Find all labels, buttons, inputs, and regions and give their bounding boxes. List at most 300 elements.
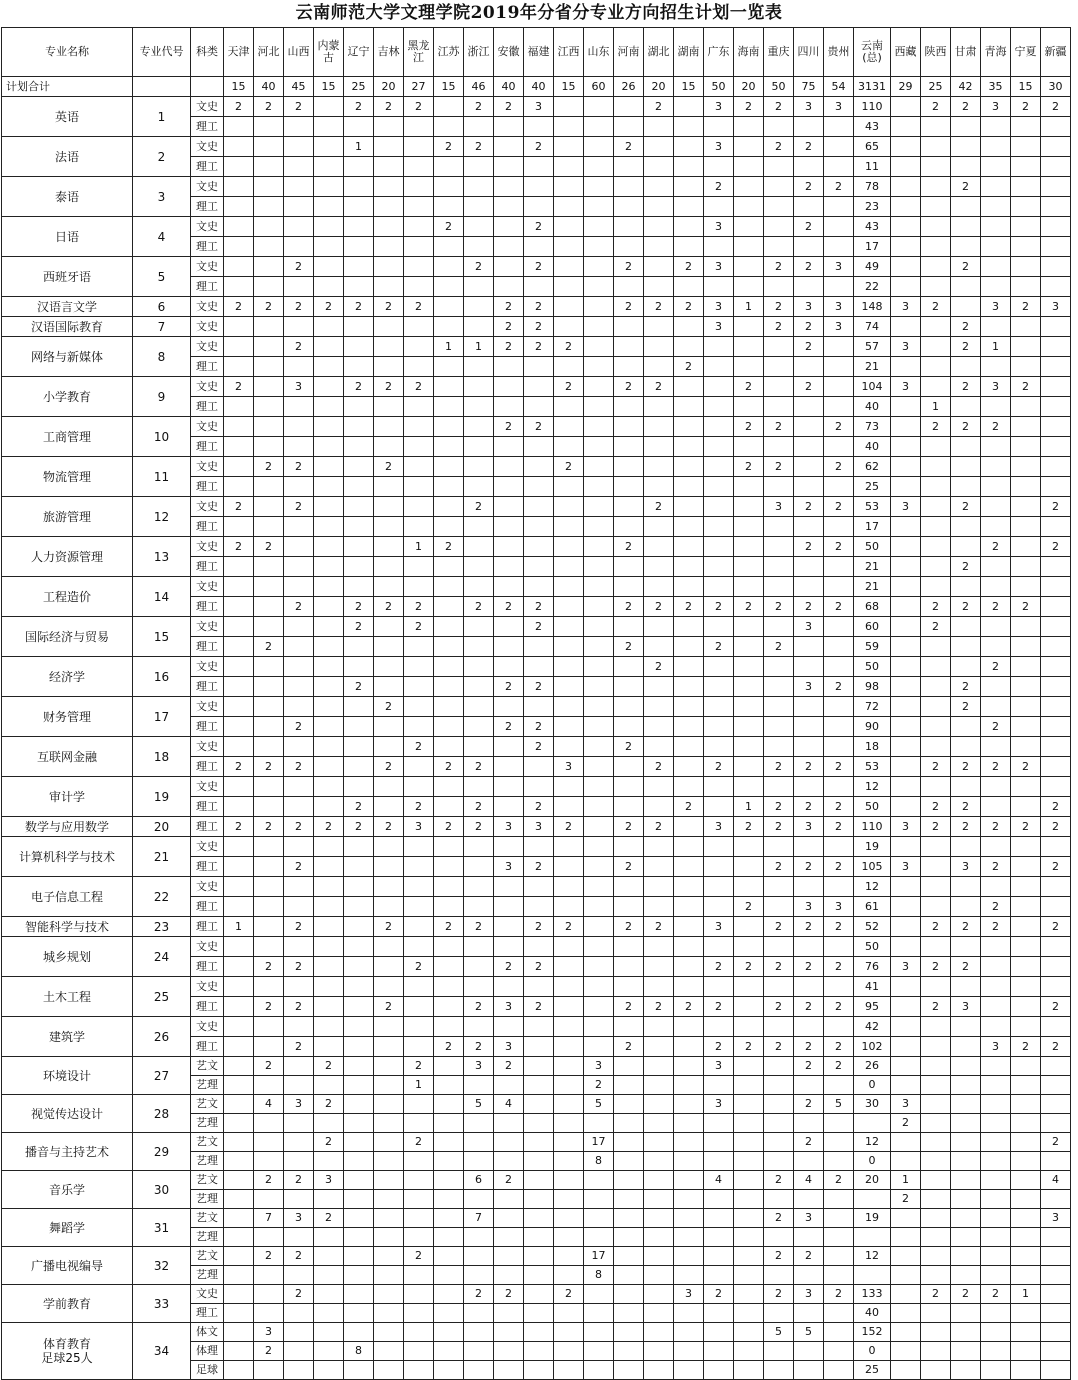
quota-cell: 2 [981, 897, 1011, 917]
quota-cell [614, 1266, 644, 1285]
quota-cell [494, 577, 524, 597]
quota-cell [764, 157, 794, 177]
quota-cell [1011, 177, 1041, 197]
quota-cell [464, 277, 494, 297]
quota-cell [464, 937, 494, 957]
quota-cell [1011, 157, 1041, 177]
quota-cell: 2 [284, 717, 314, 737]
major-code: 9 [133, 377, 191, 417]
quota-cell [614, 477, 644, 497]
quota-cell: 2 [1011, 377, 1041, 397]
quota-cell [374, 617, 404, 637]
quota-cell: 2 [824, 177, 854, 197]
quota-cell [891, 557, 921, 577]
quota-cell [734, 237, 764, 257]
quota-cell [1041, 1076, 1071, 1095]
quota-cell [734, 857, 764, 877]
quota-cell: 2 [824, 817, 854, 837]
quota-cell: 2 [314, 1133, 344, 1152]
quota-cell: 2 [794, 857, 824, 877]
quota-cell [921, 217, 951, 237]
quota-cell [644, 357, 674, 377]
quota-cell [1041, 617, 1071, 637]
quota-cell [314, 317, 344, 337]
quota-cell [404, 1266, 434, 1285]
quota-cell [891, 997, 921, 1017]
quota-cell [404, 437, 434, 457]
quota-cell [314, 937, 344, 957]
quota-cell [891, 1285, 921, 1304]
quota-cell: 2 [524, 317, 554, 337]
category-cell: 理工 [191, 677, 224, 697]
quota-cell [891, 1017, 921, 1037]
quota-cell [644, 937, 674, 957]
quota-cell [434, 357, 464, 377]
quota-cell [494, 1209, 524, 1228]
quota-cell [524, 1171, 554, 1190]
table-row [2, 617, 1078, 637]
quota-cell [704, 897, 734, 917]
quota-cell: 18 [854, 737, 891, 757]
quota-cell [404, 877, 434, 897]
category-cell: 文史 [191, 297, 224, 317]
category-cell: 艺理 [191, 1228, 224, 1247]
quota-cell [981, 697, 1011, 717]
total-value: 75 [794, 77, 824, 97]
quota-cell [404, 937, 434, 957]
quota-cell [824, 1228, 854, 1247]
major-name: 汉语国际教育 [2, 317, 133, 337]
quota-cell [224, 317, 254, 337]
quota-cell: 3 [891, 497, 921, 517]
quota-cell [314, 237, 344, 257]
quota-cell [614, 1342, 644, 1361]
quota-cell: 1 [1011, 1285, 1041, 1304]
quota-cell [981, 1228, 1011, 1247]
total-value: 30 [1041, 77, 1071, 97]
category-cell: 文史 [191, 737, 224, 757]
quota-cell [1011, 637, 1041, 657]
quota-cell: 2 [794, 1095, 824, 1114]
quota-cell [951, 1114, 981, 1133]
quota-cell: 2 [614, 737, 644, 757]
quota-cell [674, 457, 704, 477]
quota-cell [704, 677, 734, 697]
quota-cell [314, 1228, 344, 1247]
quota-cell [674, 137, 704, 157]
quota-cell [614, 1152, 644, 1171]
quota-cell [344, 937, 374, 957]
quota-cell [524, 757, 554, 777]
quota-cell [824, 397, 854, 417]
quota-cell [404, 1017, 434, 1037]
quota-cell: 4 [1041, 1171, 1071, 1190]
quota-cell [981, 517, 1011, 537]
quota-cell [921, 637, 951, 657]
quota-cell [794, 1076, 824, 1095]
quota-cell [614, 877, 644, 897]
quota-cell [674, 657, 704, 677]
quota-cell [644, 637, 674, 657]
quota-cell [951, 1095, 981, 1114]
quota-cell: 8 [584, 1266, 614, 1285]
category-cell: 理工 [191, 517, 224, 537]
quota-cell [794, 197, 824, 217]
quota-cell: 2 [284, 997, 314, 1017]
quota-cell [224, 1342, 254, 1361]
quota-cell [704, 517, 734, 537]
quota-cell: 2 [284, 257, 314, 277]
quota-cell [891, 1133, 921, 1152]
quota-cell [494, 1342, 524, 1361]
quota-cell [674, 917, 704, 937]
quota-cell: 2 [794, 497, 824, 517]
quota-cell [224, 1114, 254, 1133]
quota-cell [254, 157, 284, 177]
quota-cell [704, 497, 734, 517]
quota-cell: 2 [554, 1285, 584, 1304]
quota-cell [314, 837, 344, 857]
quota-cell [284, 1190, 314, 1209]
quota-cell [374, 557, 404, 577]
quota-cell: 25 [854, 1361, 891, 1380]
quota-cell: 21 [854, 357, 891, 377]
quota-cell [644, 897, 674, 917]
quota-cell [891, 617, 921, 637]
quota-cell [404, 457, 434, 477]
quota-cell [374, 877, 404, 897]
quota-cell [344, 577, 374, 597]
quota-cell: 2 [284, 757, 314, 777]
quota-cell: 2 [224, 817, 254, 837]
quota-cell: 19 [854, 1209, 891, 1228]
quota-cell [734, 657, 764, 677]
quota-cell: 49 [854, 257, 891, 277]
quota-cell [344, 897, 374, 917]
quota-cell [674, 1017, 704, 1037]
table-row [2, 297, 1078, 317]
quota-cell [284, 217, 314, 237]
quota-cell: 2 [464, 797, 494, 817]
quota-cell [764, 1095, 794, 1114]
quota-cell [314, 637, 344, 657]
quota-cell [494, 877, 524, 897]
quota-cell: 17 [584, 1133, 614, 1152]
quota-cell [794, 417, 824, 437]
quota-cell [891, 1247, 921, 1266]
quota-cell [734, 977, 764, 997]
quota-cell [644, 677, 674, 697]
quota-cell [614, 1076, 644, 1095]
quota-cell [824, 1152, 854, 1171]
quota-cell [644, 437, 674, 457]
category-cell: 理工 [191, 437, 224, 457]
quota-cell [734, 537, 764, 557]
quota-cell [434, 637, 464, 657]
quota-cell [314, 1152, 344, 1171]
major-name: 法语 [2, 137, 133, 177]
quota-cell [434, 1285, 464, 1304]
quota-cell [764, 937, 794, 957]
quota-cell [614, 1190, 644, 1209]
quota-cell: 2 [734, 957, 764, 977]
quota-cell [764, 1304, 794, 1323]
quota-cell [434, 857, 464, 877]
quota-cell: 2 [464, 97, 494, 117]
quota-cell [764, 577, 794, 597]
quota-cell [734, 137, 764, 157]
quota-cell: 2 [614, 637, 644, 657]
category-cell: 艺文 [191, 1171, 224, 1190]
quota-cell [764, 1190, 794, 1209]
quota-cell [891, 1342, 921, 1361]
quota-cell [224, 237, 254, 257]
quota-cell [404, 637, 434, 657]
quota-cell [374, 177, 404, 197]
quota-cell: 2 [614, 597, 644, 617]
quota-cell [891, 657, 921, 677]
quota-cell [374, 417, 404, 437]
quota-cell [584, 557, 614, 577]
quota-cell: 2 [254, 1057, 284, 1076]
table-row [2, 177, 1078, 197]
quota-cell [674, 677, 704, 697]
quota-cell [951, 1190, 981, 1209]
quota-cell: 2 [1041, 1037, 1071, 1057]
quota-cell [704, 977, 734, 997]
quota-cell: 2 [494, 317, 524, 337]
quota-cell [764, 177, 794, 197]
quota-cell [464, 1114, 494, 1133]
major-code: 19 [133, 777, 191, 817]
major-code: 34 [133, 1323, 191, 1380]
quota-cell [891, 177, 921, 197]
quota-cell: 2 [1041, 997, 1071, 1017]
quota-cell [891, 757, 921, 777]
quota-cell: 53 [854, 757, 891, 777]
quota-cell [824, 1209, 854, 1228]
quota-cell [674, 1304, 704, 1323]
quota-cell [554, 1247, 584, 1266]
quota-cell [891, 937, 921, 957]
quota-cell: 2 [921, 817, 951, 837]
quota-cell [584, 377, 614, 397]
quota-cell [524, 877, 554, 897]
major-code: 32 [133, 1247, 191, 1285]
major-name: 广播电视编导 [2, 1247, 133, 1285]
quota-cell [254, 657, 284, 677]
quota-cell [891, 597, 921, 617]
province-header: 湖南 [674, 28, 704, 77]
quota-cell [704, 537, 734, 557]
quota-cell [704, 197, 734, 217]
province-header: 云南(总) [854, 28, 891, 77]
quota-cell [921, 257, 951, 277]
quota-cell [644, 1095, 674, 1114]
province-header: 河北 [254, 28, 284, 77]
quota-cell [734, 1342, 764, 1361]
quota-cell [1011, 857, 1041, 877]
quota-cell: 1 [981, 337, 1011, 357]
quota-cell [374, 537, 404, 557]
quota-cell: 22 [854, 277, 891, 297]
quota-cell [1041, 457, 1071, 477]
quota-cell [374, 777, 404, 797]
quota-cell [554, 1171, 584, 1190]
quota-cell [1011, 777, 1041, 797]
quota-cell [344, 177, 374, 197]
quota-cell [614, 317, 644, 337]
quota-cell [764, 237, 794, 257]
quota-cell [584, 1017, 614, 1037]
quota-cell [1011, 1323, 1041, 1342]
quota-cell [404, 397, 434, 417]
quota-cell [951, 1342, 981, 1361]
quota-cell: 2 [434, 757, 464, 777]
quota-cell [644, 877, 674, 897]
quota-cell [344, 317, 374, 337]
quota-cell: 3 [704, 1095, 734, 1114]
quota-cell [891, 437, 921, 457]
quota-cell [374, 1152, 404, 1171]
quota-cell: 59 [854, 637, 891, 657]
quota-cell [464, 737, 494, 757]
quota-cell [981, 937, 1011, 957]
quota-cell [524, 777, 554, 797]
quota-cell [704, 857, 734, 877]
quota-cell [644, 217, 674, 237]
quota-cell [524, 357, 554, 377]
quota-cell [464, 1247, 494, 1266]
quota-cell: 2 [764, 257, 794, 277]
quota-cell [764, 1342, 794, 1361]
quota-cell [981, 157, 1011, 177]
quota-cell: 2 [254, 457, 284, 477]
quota-cell [494, 257, 524, 277]
quota-cell [314, 397, 344, 417]
quota-cell [404, 237, 434, 257]
quota-cell [734, 497, 764, 517]
province-header: 贵州 [824, 28, 854, 77]
quota-cell [1011, 457, 1041, 477]
quota-cell: 3 [704, 817, 734, 837]
quota-cell: 21 [854, 577, 891, 597]
quota-cell [614, 457, 644, 477]
quota-cell [494, 617, 524, 637]
quota-cell [374, 657, 404, 677]
quota-cell [674, 1037, 704, 1057]
quota-cell [921, 837, 951, 857]
quota-cell: 2 [374, 997, 404, 1017]
quota-cell [524, 637, 554, 657]
quota-cell [464, 1361, 494, 1380]
quota-cell [464, 837, 494, 857]
quota-cell [644, 1133, 674, 1152]
major-code: 3 [133, 177, 191, 217]
quota-cell [224, 1057, 254, 1076]
quota-cell [921, 977, 951, 997]
quota-cell: 3 [794, 97, 824, 117]
quota-cell [1041, 317, 1071, 337]
quota-cell: 2 [254, 637, 284, 657]
quota-cell [524, 937, 554, 957]
quota-cell [494, 277, 524, 297]
quota-cell [494, 1152, 524, 1171]
quota-cell [981, 617, 1011, 637]
quota-cell [734, 437, 764, 457]
quota-cell [734, 1285, 764, 1304]
quota-cell: 2 [284, 917, 314, 937]
quota-cell: 2 [674, 997, 704, 1017]
quota-cell: 2 [704, 597, 734, 617]
quota-cell [344, 217, 374, 237]
quota-cell [404, 1285, 434, 1304]
quota-cell [921, 1017, 951, 1037]
quota-cell [434, 277, 464, 297]
quota-cell [674, 617, 704, 637]
quota-cell: 2 [224, 297, 254, 317]
quota-cell [794, 1304, 824, 1323]
quota-cell [891, 357, 921, 377]
quota-cell: 23 [854, 197, 891, 217]
quota-cell [764, 517, 794, 537]
quota-cell [344, 837, 374, 857]
quota-cell [314, 797, 344, 817]
quota-cell [494, 477, 524, 497]
quota-cell [464, 397, 494, 417]
quota-cell [254, 1190, 284, 1209]
quota-cell [1041, 1361, 1071, 1380]
quota-cell [674, 957, 704, 977]
quota-cell [524, 1057, 554, 1076]
quota-cell [584, 177, 614, 197]
quota-cell [1011, 1114, 1041, 1133]
quota-cell [794, 877, 824, 897]
category-cell: 理工 [191, 157, 224, 177]
quota-cell: 2 [951, 317, 981, 337]
quota-cell [674, 717, 704, 737]
quota-cell [344, 777, 374, 797]
quota-cell [224, 1133, 254, 1152]
quota-cell [554, 1323, 584, 1342]
quota-cell [614, 897, 644, 917]
quota-cell [644, 1209, 674, 1228]
quota-cell [951, 1017, 981, 1037]
quota-cell [951, 577, 981, 597]
major-code: 8 [133, 337, 191, 377]
quota-cell: 2 [1011, 97, 1041, 117]
total-value: 35 [981, 77, 1011, 97]
quota-cell [704, 1228, 734, 1247]
quota-cell [1041, 957, 1071, 977]
table-row [2, 1247, 1078, 1266]
major-code: 5 [133, 257, 191, 297]
quota-cell [891, 1076, 921, 1095]
major-code: 7 [133, 317, 191, 337]
quota-cell [614, 937, 644, 957]
quota-cell [404, 577, 434, 597]
quota-cell [614, 1057, 644, 1076]
quota-cell [434, 297, 464, 317]
quota-cell [644, 1323, 674, 1342]
quota-cell [824, 1017, 854, 1037]
quota-cell: 2 [794, 377, 824, 397]
quota-cell [1011, 1171, 1041, 1190]
quota-cell [951, 277, 981, 297]
quota-cell [614, 177, 644, 197]
quota-cell [314, 117, 344, 137]
quota-cell [734, 1057, 764, 1076]
